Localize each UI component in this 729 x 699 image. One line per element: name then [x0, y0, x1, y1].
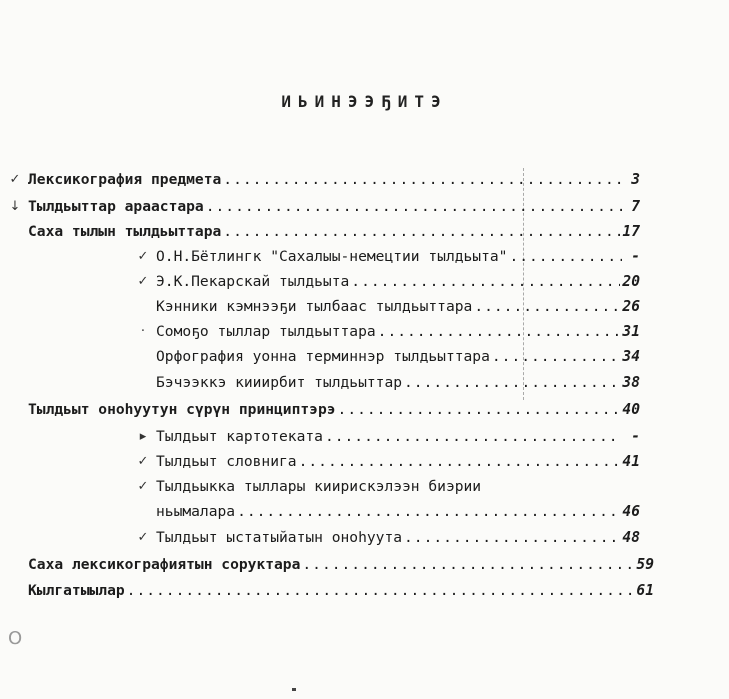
toc-entry[interactable]	[137, 245, 640, 267]
toc-entry[interactable]	[28, 220, 640, 242]
dot-leader	[509, 248, 622, 265]
toc-entry-label: Саха лексикографиятын соруктара	[28, 555, 301, 573]
dot-leader	[223, 171, 622, 188]
toc-entry[interactable]	[9, 195, 640, 217]
check-mark-icon: ✓	[137, 453, 149, 469]
toc-entry-label: Саха тылын тылдьыттара	[28, 222, 222, 240]
toc-entry[interactable]	[156, 371, 640, 393]
toc-entry[interactable]	[137, 450, 640, 472]
toc-page-number: 40	[622, 400, 640, 418]
toc-entry-label: Бэчээккэ кииирбит тылдьыттар	[156, 373, 403, 391]
toc-page-number: 20	[622, 272, 640, 290]
arrow-right-icon: ▸	[139, 428, 147, 444]
dot-leader	[302, 556, 634, 573]
toc-page-number: 26	[622, 297, 640, 315]
check-mark-icon: ✓	[137, 273, 149, 289]
toc-entry-label: Тылдьыкка тыллары киирискэлээн биэрии	[156, 477, 482, 495]
toc-entry-label: Тылдьыт картотеката	[156, 427, 323, 445]
toc-entry[interactable]	[156, 295, 640, 317]
corner-annotation: O	[8, 628, 23, 649]
toc-entry[interactable]	[137, 526, 640, 548]
dot-leader	[492, 348, 621, 365]
check-mark-icon: ✓	[137, 478, 149, 494]
toc-page-number: 61	[636, 581, 654, 599]
toc-entry[interactable]	[28, 553, 654, 575]
toc-entry[interactable]	[28, 398, 640, 420]
toc-page-number: 46	[622, 502, 640, 520]
page-title: ИЬИНЭЭҔИТЭ	[281, 92, 448, 111]
dot-leader	[237, 503, 620, 520]
toc-entry[interactable]	[28, 579, 654, 601]
dot-leader	[325, 428, 622, 445]
toc-page-number: 38	[622, 373, 640, 391]
dot-leader	[206, 198, 622, 215]
toc-page-number: 34	[622, 347, 640, 365]
toc-page-number: 3	[631, 170, 640, 188]
toc-entry-label: О.Н.Бётлингк "Сахалыы-немецтии тылдьыта"	[156, 247, 508, 265]
ink-dot	[292, 688, 296, 691]
toc-entry[interactable]	[137, 475, 640, 497]
dot-leader	[404, 529, 620, 546]
toc-entry-label: Тылдьыт словнига	[156, 452, 297, 470]
toc-entry-label: Тылдьыт оноһуутун сүрүн принциптэрэ	[28, 400, 336, 418]
toc-page-number: 48	[622, 528, 640, 546]
toc-entry-label: Кылгатыылар	[28, 581, 125, 599]
toc-entry[interactable]	[139, 425, 640, 447]
toc-entry-label: Кэнники кэмнээҕи тылбаас тылдьыттара	[156, 297, 473, 315]
dot-leader	[378, 323, 621, 340]
dot-leader	[338, 401, 621, 418]
toc-entry[interactable]	[140, 320, 640, 342]
toc-page-number: 59	[636, 555, 654, 573]
dot-leader	[474, 298, 620, 315]
dot-leader	[404, 374, 620, 391]
toc-entry[interactable]	[156, 345, 640, 367]
toc-entry-label: Лексикография предмета	[28, 170, 222, 188]
bullet-icon: ·	[140, 323, 146, 339]
toc-page-number: -	[631, 247, 640, 265]
dot-leader	[223, 223, 620, 240]
toc-entry-label: Тылдьыт ыстатыйатын оноһуута	[156, 528, 403, 546]
check-mark-icon: ✓	[137, 248, 149, 264]
toc-page-number: 7	[631, 197, 640, 215]
toc-page-number: -	[631, 427, 640, 445]
toc-page-number: 17	[622, 222, 640, 240]
toc-entry-label: Э.К.Пекарскай тылдьыта	[156, 272, 350, 290]
arrow-down-icon: ↓	[9, 198, 21, 214]
toc-entry[interactable]	[9, 168, 640, 190]
toc-entry[interactable]	[156, 500, 640, 522]
toc-entry-label: Сомоҕо тыллар тылдьыттара	[156, 322, 376, 340]
dot-leader	[127, 582, 635, 599]
check-mark-icon: ✓	[9, 171, 21, 187]
toc-entry-label: Тылдьыттар араастара	[28, 197, 204, 215]
toc-entry[interactable]	[137, 270, 640, 292]
toc-page-number: 41	[622, 452, 640, 470]
dot-leader	[351, 273, 620, 290]
dot-leader	[299, 453, 621, 470]
toc-entry-label: Орфография уонна терминнэр тылдьыттара	[156, 347, 490, 365]
toc-entry-label: ньымалара	[156, 502, 236, 520]
check-mark-icon: ✓	[137, 529, 149, 545]
toc-page-number: 31	[622, 322, 640, 340]
